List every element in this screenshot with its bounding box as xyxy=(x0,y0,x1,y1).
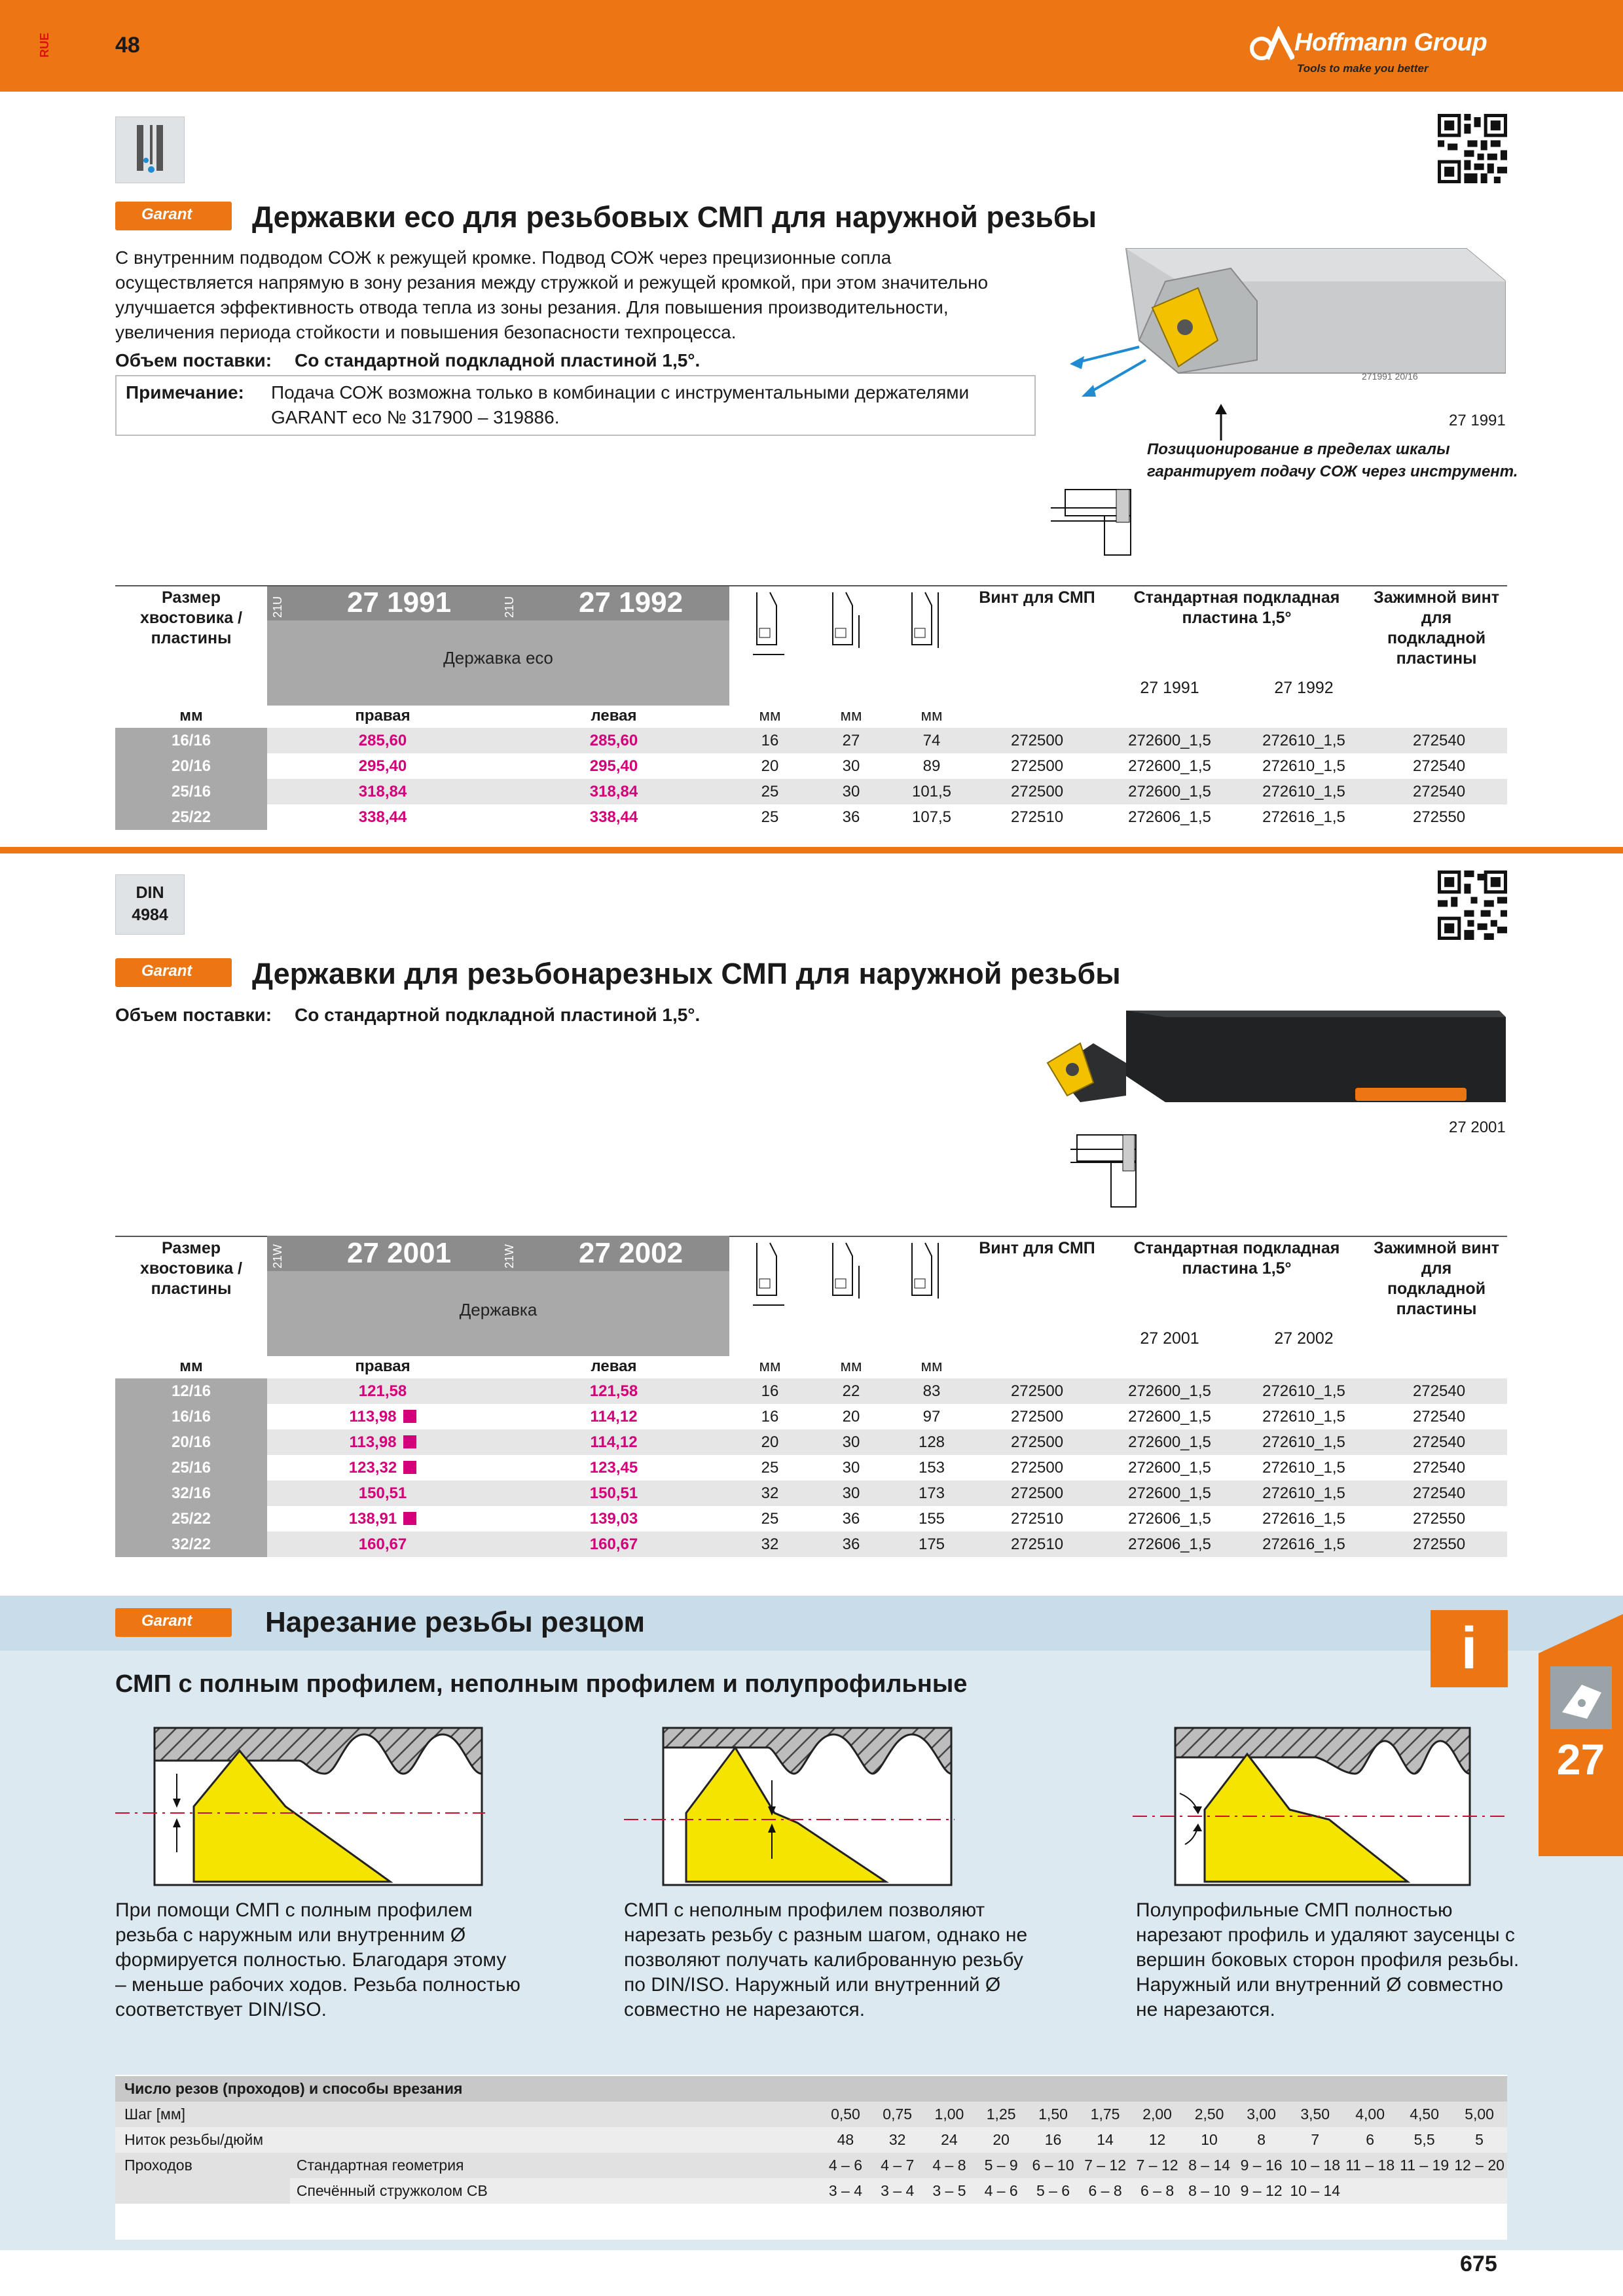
t2-h-plate-a: 27 2001 xyxy=(1140,1329,1199,1348)
svg-text:271991 20/16: 271991 20/16 xyxy=(1362,371,1418,382)
section1-caption: Позиционирование в пределах шкалы гарантирует подачу СОЖ через инструмент. xyxy=(1147,440,1518,480)
section2-supply-label: Объем поставки: xyxy=(115,1005,272,1025)
holder-sketch-icon xyxy=(1051,483,1136,562)
info-icon: i xyxy=(1431,1610,1508,1687)
table-row: 16/16 113,98 114,12 16 20 97 272500 272600_1,5 272610_1,5 272540 xyxy=(115,1404,1507,1429)
section1-supply-label: Объем поставки: xyxy=(115,350,272,370)
section1-supply-value: Со стандартной подкладной пластиной 1,5°. xyxy=(295,350,701,370)
t2-u-mm: мм xyxy=(179,1357,203,1375)
table-row: 32/22 160,67 160,67 32 36 175 272510 272606_1,5 272616_1,5 272550 xyxy=(115,1532,1507,1557)
t1-u-mm-b: мм xyxy=(840,707,862,725)
t1-top-rule xyxy=(115,585,1507,586)
t1-u-mm: мм xyxy=(179,707,203,725)
t1-u-right: правая xyxy=(355,707,410,725)
new-price-marker-icon xyxy=(403,1461,416,1474)
table-row: 20/16 295,40 295,40 20 30 89 272500 272600_1,5 272610_1,5 272540 xyxy=(115,753,1507,779)
brand-tagline: Tools to make you better xyxy=(1297,62,1429,75)
section1-title: Державки eco для резьбовых СМП для наружной резьбы xyxy=(252,200,1097,234)
t1-h-screw: Винт для СМП xyxy=(979,588,1095,607)
coolant-icon-box xyxy=(115,117,185,183)
brand-name: Hoffmann Group xyxy=(1294,29,1487,56)
t2-mini-code-a: 21W xyxy=(271,1244,284,1268)
t1-u-mm-h: мм xyxy=(759,707,781,725)
dim-h-icon xyxy=(750,589,790,662)
locale-tag: RUE xyxy=(38,33,51,58)
full-profile-diagram xyxy=(115,1721,488,1892)
table-row: Шаг [мм] 0,50 0,75 1,00 1,25 1,50 1,75 2,00 2,50 3,00 3,50 4,00 4,50 5,00 xyxy=(115,2102,1507,2127)
t2-h-plate: Стандартная подкладная пластина 1,5° xyxy=(1133,1239,1340,1278)
table-row: 25/16 318,84 318,84 25 30 101,5 272500 272600_1,5 272610_1,5 272540 xyxy=(115,779,1507,804)
t2-h-screw: Винт для СМП xyxy=(979,1239,1095,1257)
dim-b-icon xyxy=(826,1240,866,1313)
t1-u-left: левая xyxy=(591,707,637,725)
t2-article-2: 27 2002 xyxy=(579,1237,684,1269)
t2-h-clamp: Зажимной винт для подкладной пластины xyxy=(1374,1239,1499,1318)
caption-semi-profile: Полупрофильные СМП полностью нарезают профиль и удаляют заусенцы с вершин боковых сторон профиля резьбы. Наружный или внутренний Ø совместно не нарезаются. xyxy=(1136,1899,1520,2020)
t1-holder-name: Державка eco xyxy=(443,648,553,668)
t1-mini-code-a: 21U xyxy=(271,596,284,618)
coolant-icon xyxy=(116,117,184,183)
qr-code-icon[interactable] xyxy=(1438,870,1507,940)
section1-image-code: 27 1991 xyxy=(1449,412,1506,429)
garant-badge: Garant xyxy=(115,1608,232,1637)
t1-h-plate-b: 27 1992 xyxy=(1274,679,1334,697)
dim-b-icon xyxy=(826,589,866,662)
table-row: 25/22 338,44 338,44 25 36 107,5 272510 272606_1,5 272616_1,5 272550 xyxy=(115,804,1507,830)
section2-title: Державки для резьбонарезных СМП для наружной резьбы xyxy=(252,957,1121,990)
t2-u-mm-l: мм xyxy=(921,1357,943,1375)
din-badge: DIN 4984 xyxy=(115,874,185,935)
info-title: Нарезание резьбы резцом xyxy=(265,1606,646,1638)
section1-note-box xyxy=(115,375,1036,436)
chapter-number: 27 xyxy=(1556,1735,1605,1784)
table-row: Ниток резьбы/дюйм 48 32 24 20 16 14 12 10 8 7 6 5,5 5 xyxy=(115,2127,1507,2153)
section2-supply-value: Со стандартной подкладной пластиной 1,5°. xyxy=(295,1005,701,1025)
section-divider xyxy=(0,847,1623,853)
partial-profile-diagram xyxy=(624,1721,958,1892)
section1-description: С внутренним подводом СОЖ к режущей кромке. Подвод СОЖ через прецизионные сопла осуществляется напрямую в зону резания между стружкой и режущей кромкой, при этом значительно улучшается эффективность отвода тепла из зоны резания. Для повышения производительности, увеличения периода стойкости и повышения безопасности техпроцесса. xyxy=(115,247,989,342)
info-subtitle: СМП с полным профилем, неполным профилем и полупрофильные xyxy=(115,1670,968,1698)
t1-h-plate-a: 27 1991 xyxy=(1140,679,1199,697)
t2-h-size: Размер хвостовика / пластины xyxy=(139,1239,243,1298)
caption-partial-profile: СМП с неполным профилем позволяют нарезать резьбу с разным шагом, однако не позволяют получать калиброванную резьбу по DIN/ISO. Наружный или внутренний Ø совместно не нарезаются. xyxy=(624,1899,1028,2020)
t2-u-mm-b: мм xyxy=(840,1357,862,1375)
dim-l-icon xyxy=(905,589,945,662)
semi-profile-diagram xyxy=(1133,1721,1512,1892)
note-line2: GARANT eco № 317900 – 319886. xyxy=(271,407,560,427)
qr-code-icon[interactable] xyxy=(1438,114,1507,183)
table-holders xyxy=(115,1378,1507,1557)
t1-h-size: Размер хвостовика / пластины xyxy=(139,588,243,647)
chapter-tab[interactable] xyxy=(1539,1614,1623,1856)
t2-u-mm-h: мм xyxy=(759,1357,781,1375)
table-row: 25/22 138,91 139,03 25 36 155 272510 272606_1,5 272616_1,5 272550 xyxy=(115,1506,1507,1532)
t1-u-mm-l: мм xyxy=(921,707,943,725)
table-row: 32/16 150,51 150,51 32 30 173 272500 272600_1,5 272610_1,5 272540 xyxy=(115,1480,1507,1506)
t1-article-1: 27 1991 xyxy=(347,586,452,619)
garant-badge: Garant xyxy=(115,958,232,987)
table-row: Число резов (проходов) и способы врезания xyxy=(115,2076,1507,2102)
passes-table xyxy=(115,2076,1507,2204)
t2-article-1: 27 2001 xyxy=(347,1237,452,1269)
table-row: Спечённый стружколом CB 3 – 4 3 – 4 3 – 5 4 – 6 5 – 6 6 – 8 6 – 8 8 – 10 9 – 12 10 – 14 xyxy=(115,2178,1507,2204)
dim-h-icon xyxy=(750,1240,790,1313)
note-line1: Подача СОЖ возможна только в комбинации с инструментальными держателями xyxy=(271,382,970,403)
info-section-stripe xyxy=(0,1596,1623,1651)
section2-image-code: 27 2001 xyxy=(1449,1119,1506,1136)
page-number-top: 48 xyxy=(115,33,140,58)
t2-holder-name: Державка xyxy=(459,1300,538,1319)
holder-image xyxy=(1041,1004,1512,1115)
t2-h-plate-b: 27 2002 xyxy=(1274,1329,1334,1348)
table-row: 20/16 113,98 114,12 20 30 128 272500 272600_1,5 272610_1,5 272540 xyxy=(115,1429,1507,1455)
note-label: Примечание: xyxy=(126,382,244,403)
arrow-up-icon xyxy=(1211,403,1231,442)
caption-full-profile: При помощи СМП с полным профилем резьба с наружным или внутренним Ø формируется полностью. Благодаря этому – меньше рабочих ходов. Резьба полностью соответствует DIN/ISO. xyxy=(115,1899,520,2020)
table-row: 12/16 121,58 121,58 16 22 83 272500 272600_1,5 272610_1,5 272540 xyxy=(115,1378,1507,1404)
new-price-marker-icon xyxy=(403,1410,416,1423)
eco-holder-image xyxy=(1061,242,1506,412)
table-row: 25/16 123,32 123,45 25 30 153 272500 272600_1,5 272610_1,5 272540 xyxy=(115,1455,1507,1480)
t1-article-2: 27 1992 xyxy=(579,586,684,619)
holder-sketch-icon xyxy=(1070,1128,1149,1213)
new-price-marker-icon xyxy=(403,1435,416,1448)
table-row: Проходов Стандартная геометрия 4 – 6 4 – 7 4 – 8 5 – 9 6 – 10 7 – 12 7 – 12 8 – 14 9 – 16 10 – 18 11 – 18 11 – 19 12 – 20 xyxy=(115,2153,1507,2178)
page-number-bottom: 675 xyxy=(1460,2251,1497,2276)
table-row: 16/16 285,60 285,60 16 27 74 272500 272600_1,5 272610_1,5 272540 xyxy=(115,728,1507,753)
t2-u-right: правая xyxy=(355,1357,410,1375)
t1-h-plate: Стандартная подкладная пластина 1,5° xyxy=(1133,588,1340,627)
t1-mini-code-b: 21U xyxy=(503,596,516,618)
hoffmann-logo-icon xyxy=(1247,26,1294,63)
dim-l-icon xyxy=(905,1240,945,1313)
t2-mini-code-b: 21W xyxy=(503,1244,516,1268)
new-price-marker-icon xyxy=(403,1512,416,1525)
table-eco-holders xyxy=(115,728,1507,830)
garant-badge: Garant xyxy=(115,202,232,230)
t2-u-left: левая xyxy=(591,1357,637,1375)
t1-h-clamp: Зажимной винт для подкладной пластины xyxy=(1374,588,1499,668)
